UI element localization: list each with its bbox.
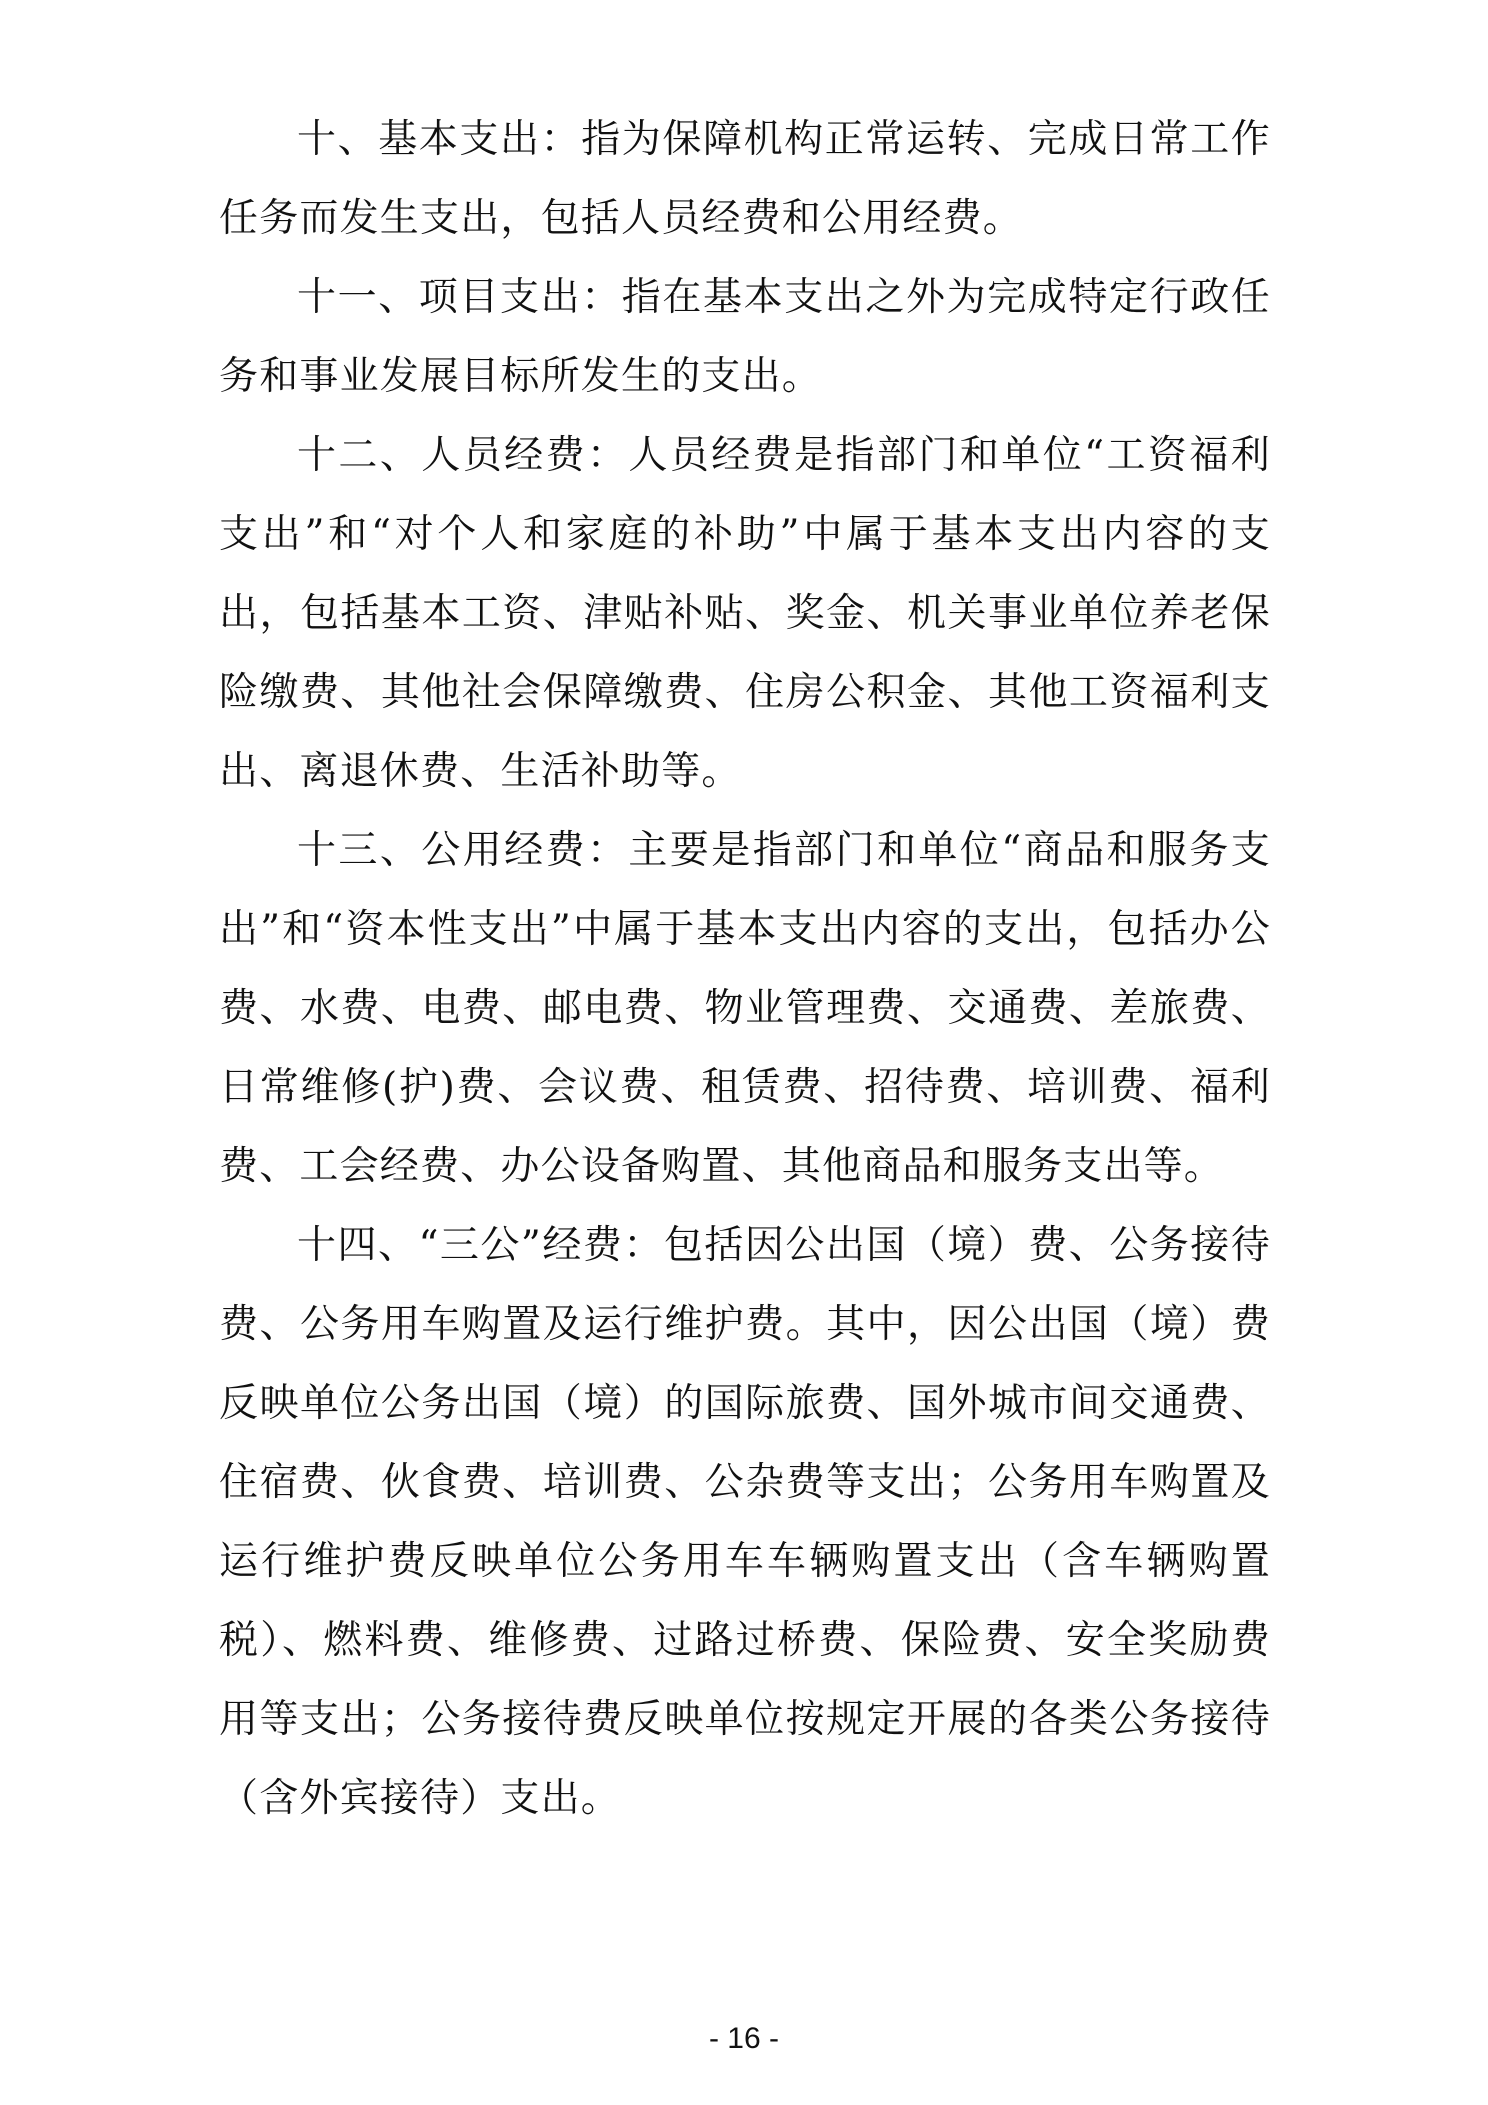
- paragraph-public-expenses: 十三、公用经费：主要是指部门和单位“商品和服务支出”和“资本性支出”中属于基本支出内容的支出，包括办公费、水费、电费、邮电费、物业管理费、交通费、差旅费、日常维修(护)费、会议费、租赁费、招待费、培训费、福利费、工会经费、办公设备购置、其他商品和服务支出等。: [219, 828, 1271, 1189]
- paragraph-project-expenditure: 十一、项目支出：指在基本支出之外为完成特定行政任务和事业发展目标所发生的支出。: [219, 275, 1271, 399]
- document-body: [219, 100, 1271, 1838]
- paragraph-basic-expenditure: 十、基本支出：指为保障机构正常运转、完成日常工作任务而发生支出，包括人员经费和公用经费。: [219, 117, 1271, 241]
- paragraph-three-public-expenses: 十四、“三公”经费：包括因公出国（境）费、公务接待费、公务用车购置及运行维护费。其中，因公出国（境）费反映单位公务出国（境）的国际旅费、国外城市间交通费、住宿费、伙食费、培训费、公杂费等支出；公务用车购置及运行维护费反映单位公务用车车辆购置支出（含车辆购置税）、燃料费、维修费、过路过桥费、保险费、安全奖励费用等支出；公务接待费反映单位按规定开展的各类公务接待（含外宾接待）支出。: [219, 1223, 1271, 1821]
- page-number: - 16 -: [708, 2022, 780, 2055]
- paragraph-personnel-expenses: 十二、人员经费：人员经费是指部门和单位“工资福利支出”和“对个人和家庭的补助”中属于基本支出内容的支出，包括基本工资、津贴补贴、奖金、机关事业单位养老保险缴费、其他社会保障缴费、住房公积金、其他工资福利支出、离退休费、生活补助等。: [219, 433, 1271, 794]
